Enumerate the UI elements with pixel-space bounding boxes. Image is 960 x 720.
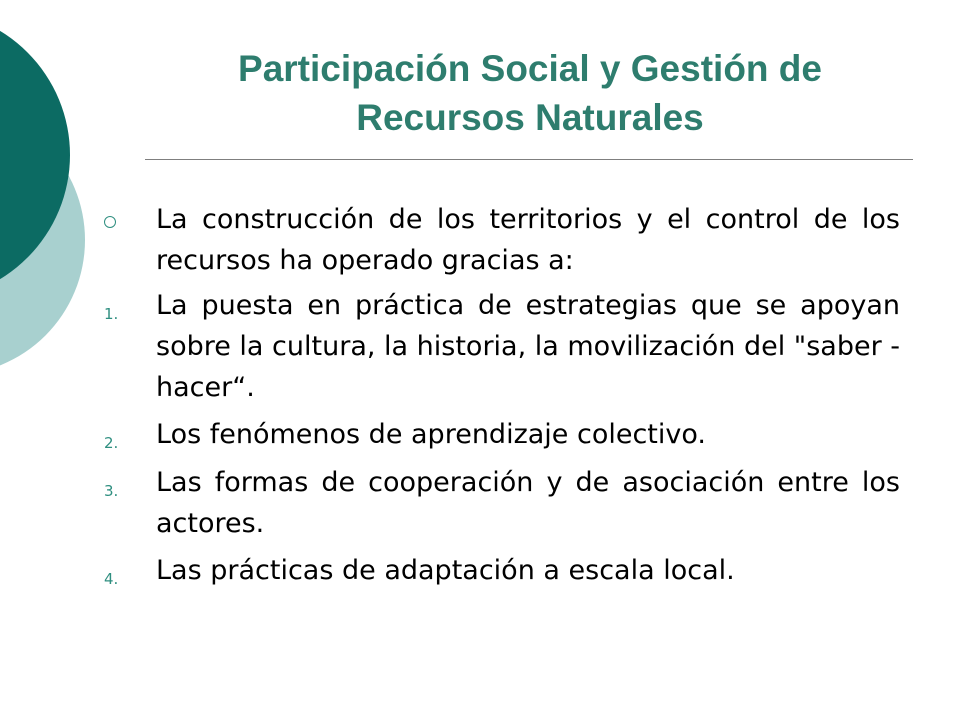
list-number: 1. xyxy=(104,305,119,323)
title-line-1: Participación Social y Gestión de xyxy=(238,48,822,89)
title-divider xyxy=(145,159,913,160)
decorative-circles xyxy=(0,0,140,400)
list-item-text: La puesta en práctica de estrategias que se apoyan sobre la cultura, la historia, la movilización del "saber - hacer“. xyxy=(156,290,901,403)
list-item-text: Los fenómenos de aprendizaje colectivo. xyxy=(156,419,706,450)
list-number: 3. xyxy=(104,482,119,500)
list-number: 4. xyxy=(104,570,119,588)
intro-text: La construcción de los territorios y el control de los recursos ha operado gracias a: xyxy=(156,204,900,276)
list-item-text: Las formas de cooperación y de asociación entre los actores. xyxy=(156,467,900,539)
title-line-2: Recursos Naturales xyxy=(356,97,704,138)
slide-title xyxy=(150,44,910,142)
list-item-text: Las prácticas de adaptación a escala local. xyxy=(156,555,735,586)
ring-bullet-icon xyxy=(104,216,116,228)
list-number: 2. xyxy=(104,434,119,452)
